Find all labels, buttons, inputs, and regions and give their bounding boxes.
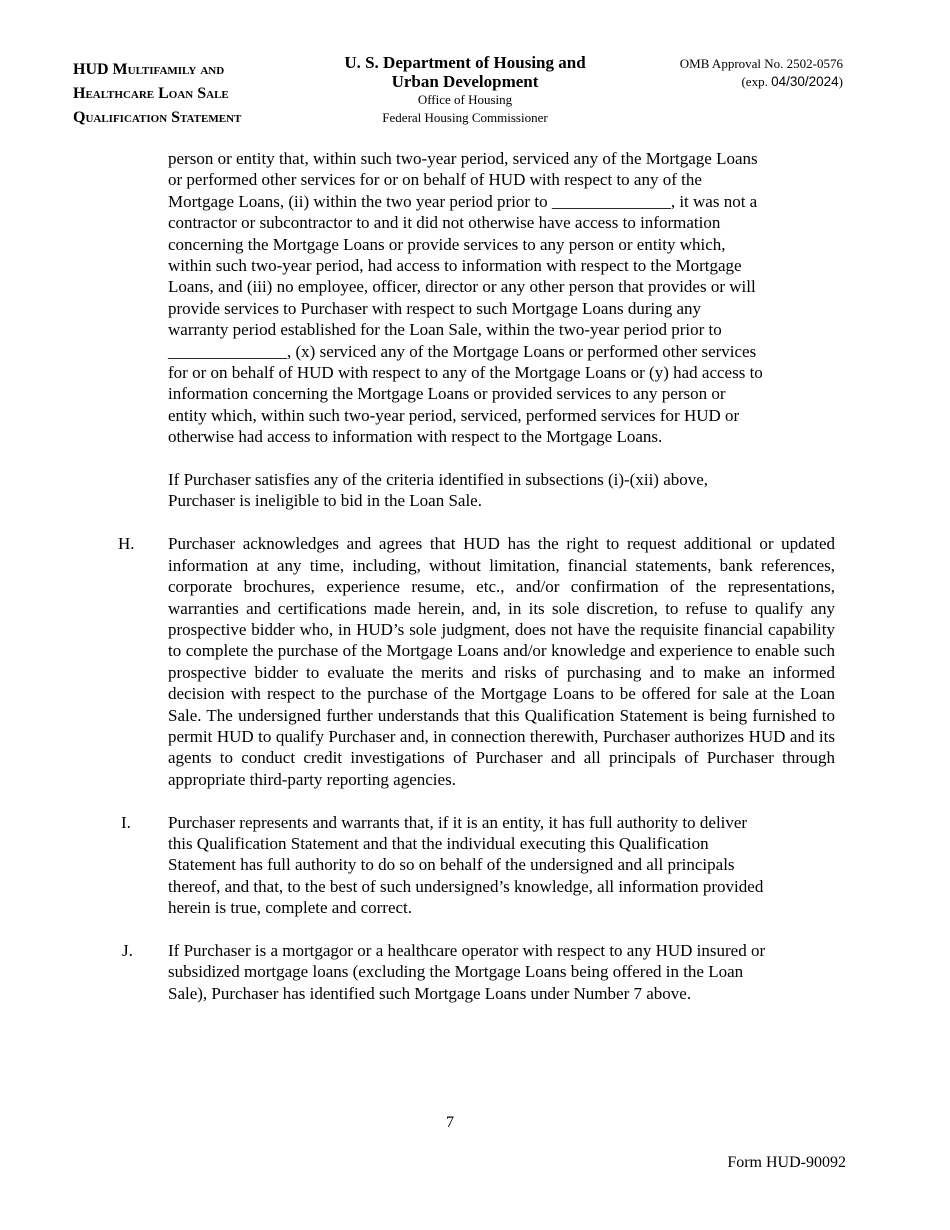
paragraph-line: Loans, and (iii) no employee, officer, director or any other person that provides or will: [168, 277, 756, 297]
paragraph-line: entity which, within such two-year period, serviced, performed services for HUD or: [168, 405, 740, 425]
paragraph-line: within such two-year period, had access to information with respect to the Mortgage: [168, 256, 742, 276]
department-name-line-2: Urban Development: [391, 72, 539, 91]
paragraph-line: or performed other services for or on behalf of HUD with respect to any of the: [168, 170, 702, 190]
office-name: Office of Housing: [417, 92, 513, 107]
paragraph-line: for or on behalf of HUD with respect to any of the Mortgage Loans or (y) had access to: [168, 363, 763, 383]
paragraph-line: concerning the Mortgage Loans or provide services to any person or entity which,: [168, 234, 726, 254]
section-text: Purchaser acknowledges and agrees that HUD has the right to request additional or updated information at any time, including, without limitation, financial statements, bank references, corporate brochures, experience resume, etc., and/or confirmation of the representations, warranties and certifications made herein, and, in its sole discretion, to refuse to qualify any prospective bidder who, in HUD’s sole judgment, does not have the requisite financial capability to complete the purchase of the Mortgage Loans and/or knowledge and experience to enable such prospective bidder to evaluate the merits and risks of purchasing and to make an informed decision with respect to the purchase of the Mortgage Loans to be offered for sale at the Loan Sale. The undersigned further understands that this Qualification Statement is being furnished to permit HUD to qualify Purchaser and, in connection therewith, Purchaser authorizes HUD and its agents to conduct credit investigations of Purchaser and all principals of Purchaser through appropriate third-party reporting agencies.: [168, 534, 835, 789]
section-j: [122, 940, 835, 1004]
document-body: [118, 148, 835, 1004]
exp-suffix: ): [838, 74, 843, 89]
exp-prefix: (exp.: [741, 74, 772, 89]
agency-header: [325, 53, 605, 127]
form-title-line-3: Qualification Statement: [73, 109, 242, 126]
section-label: H.: [118, 534, 135, 554]
paragraph-line: herein is true, complete and correct.: [168, 898, 413, 918]
omb-approval: [680, 55, 843, 91]
paragraph-line: otherwise had access to information with respect to the Mortgage Loans.: [168, 427, 663, 447]
paragraph-line: Mortgage Loans, (ii) within the two year period prior to ______________, it was not a: [168, 191, 758, 211]
paragraph-line: provide services to Purchaser with respect to such Mortgage Loans during any: [168, 298, 701, 318]
paragraph-line: information concerning the Mortgage Loans or provided services to any person or: [168, 384, 726, 404]
ineligibility-paragraph: [168, 469, 835, 512]
form-number: Form HUD-90092: [727, 1154, 846, 1171]
form-title: [73, 58, 323, 130]
paragraph-line: If Purchaser satisfies any of the criteria identified in subsections (i)-(xii) above,: [168, 470, 709, 490]
paragraph-line: thereof, and that, to the best of such undersigned’s knowledge, all information provided: [168, 876, 764, 896]
exp-date: 04/30/2024: [771, 74, 839, 89]
section-label: J.: [122, 940, 133, 960]
continued-paragraph: [168, 148, 835, 448]
department-name-line-1: U. S. Department of Housing and: [344, 53, 586, 72]
page-number: 7: [446, 1114, 454, 1131]
section-i: [121, 812, 835, 919]
paragraph-line: Purchaser is ineligible to bid in the Loan Sale.: [168, 491, 482, 511]
expiration: [680, 73, 843, 91]
section-h: [118, 533, 835, 790]
omb-number: OMB Approval No. 2502-0576: [679, 56, 843, 71]
paragraph-line: Purchaser represents and warrants that, if it is an entity, it has full authority to deliver: [168, 812, 748, 832]
paragraph-line: Statement has full authority to do so on behalf of the undersigned and all principals: [168, 855, 735, 875]
paragraph-line: person or entity that, within such two-year period, serviced any of the Mortgage Loans: [168, 149, 758, 168]
paragraph-line: this Qualification Statement and that the individual executing this Qualification: [168, 833, 709, 853]
commissioner-name: Federal Housing Commissioner: [382, 110, 548, 125]
paragraph-line: If Purchaser is a mortgagor or a healthcare operator with respect to any HUD insured or: [168, 940, 766, 960]
form-title-line-1: HUD Multifamily and: [73, 61, 225, 78]
paragraph-line: ______________, (x) serviced any of the Mortgage Loans or performed other services: [168, 341, 757, 361]
paragraph-line: Sale), Purchaser has identified such Mortgage Loans under Number 7 above.: [168, 983, 692, 1003]
section-label: I.: [121, 812, 131, 832]
paragraph-line: contractor or subcontractor to and it did not otherwise have access to information: [168, 213, 721, 233]
paragraph-line: warranty period established for the Loan Sale, within the two-year period prior to: [168, 320, 722, 340]
paragraph-line: subsidized mortgage loans (excluding the Mortgage Loans being offered in the Loan: [168, 962, 744, 982]
form-title-line-2: Healthcare Loan Sale: [73, 85, 229, 102]
